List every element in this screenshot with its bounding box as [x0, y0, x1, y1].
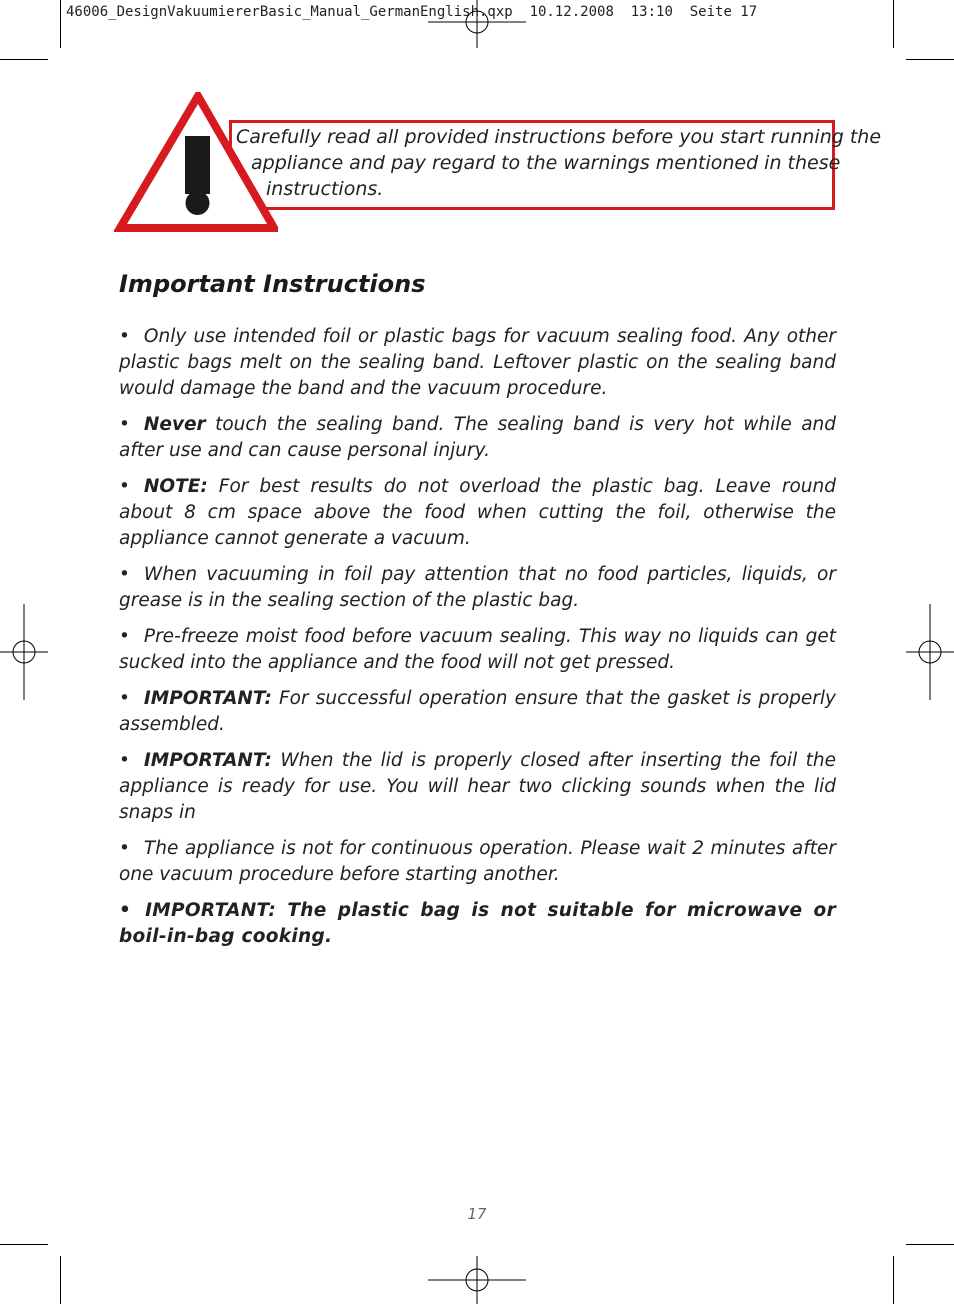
bullet-icon: • [119, 414, 130, 435]
list-item-emphasis [119, 898, 836, 950]
item-text: For successful operation ensure that the gasket is properly assembled. [119, 688, 836, 735]
list-item [119, 412, 836, 464]
crop-mark-top-left-horizontal [0, 59, 48, 60]
item-text: Only use intended foil or plastic bags for vacuum sealing food. Any other plastic bags melt on the sealing band. Leftover plastic on the sealing band would damage the band and the vacuum procedure. [119, 326, 836, 399]
list-item [119, 474, 836, 552]
crop-mark-bottom-left-vertical [60, 1256, 61, 1304]
registration-mark-left-icon [0, 604, 48, 700]
list-item [119, 562, 836, 614]
crop-mark-bottom-left-horizontal [0, 1244, 48, 1245]
item-text: IMPORTANT: The plastic bag is not suitable for microwave or boil-in-bag cooking. [119, 900, 836, 947]
bullet-icon: • [119, 626, 130, 647]
item-lead: NOTE: [143, 476, 208, 497]
item-lead: IMPORTANT: [143, 688, 272, 709]
item-text: Pre-freeze moist food before vacuum sealing. This way no liquids can get sucked into the appliance and the food will not get pressed. [119, 626, 836, 673]
item-text: For best results do not overload the plastic bag. Leave round about 8 cm space above the food when cutting the foil, otherwise the appliance cannot generate a vacuum. [119, 476, 836, 549]
item-text: When the lid is properly closed after inserting the foil the appliance is ready for use. You will hear two clicking sounds when the lid snaps in [119, 750, 836, 823]
crop-mark-top-right-vertical [893, 0, 894, 48]
crop-mark-bottom-right-vertical [893, 1256, 894, 1304]
item-lead: IMPORTANT: [143, 750, 272, 771]
item-text: The appliance is not for continuous operation. Please wait 2 minutes after one vacuum procedure before starting another. [119, 838, 836, 885]
item-lead: Never [143, 414, 206, 435]
list-item [119, 324, 836, 402]
list-item [119, 836, 836, 888]
list-item [119, 624, 836, 676]
registration-mark-top-icon [428, 0, 526, 48]
list-item [119, 748, 836, 826]
crop-mark-bottom-right-horizontal [906, 1244, 954, 1245]
registration-mark-right-icon [906, 604, 954, 700]
warning-text-line-2: appliance and pay regard to the warnings mentioned in these [251, 152, 841, 174]
bullet-icon: • [119, 564, 130, 585]
page-number: 17 [467, 1205, 487, 1223]
bullet-icon: • [119, 326, 130, 347]
bullet-icon: • [119, 750, 130, 771]
print-slug: 46006_DesignVakuumiererBasic_Manual_GermanEnglish.qxp 10.12.2008 13:10 Seite 17 [66, 4, 758, 20]
bullet-icon: • [119, 476, 130, 497]
crop-mark-top-right-horizontal [906, 59, 954, 60]
list-item [119, 686, 836, 738]
section-title: Important Instructions [119, 270, 426, 298]
registration-mark-bottom-icon [428, 1256, 526, 1304]
item-text: touch the sealing band. The sealing band is very hot while and after use and can cause personal injury. [119, 414, 836, 461]
warning-text-line-1: Carefully read all provided instructions before you start running the [236, 126, 882, 148]
instruction-list [119, 324, 836, 960]
crop-mark-top-left-vertical [60, 0, 61, 48]
bullet-icon: • [119, 838, 130, 859]
bullet-icon: • [119, 688, 130, 709]
bullet-icon: • [119, 900, 132, 921]
warning-text-line-3: instructions. [266, 178, 384, 200]
item-text: When vacuuming in foil pay attention that no food particles, liquids, or grease is in the sealing section of the plastic bag. [119, 564, 836, 611]
